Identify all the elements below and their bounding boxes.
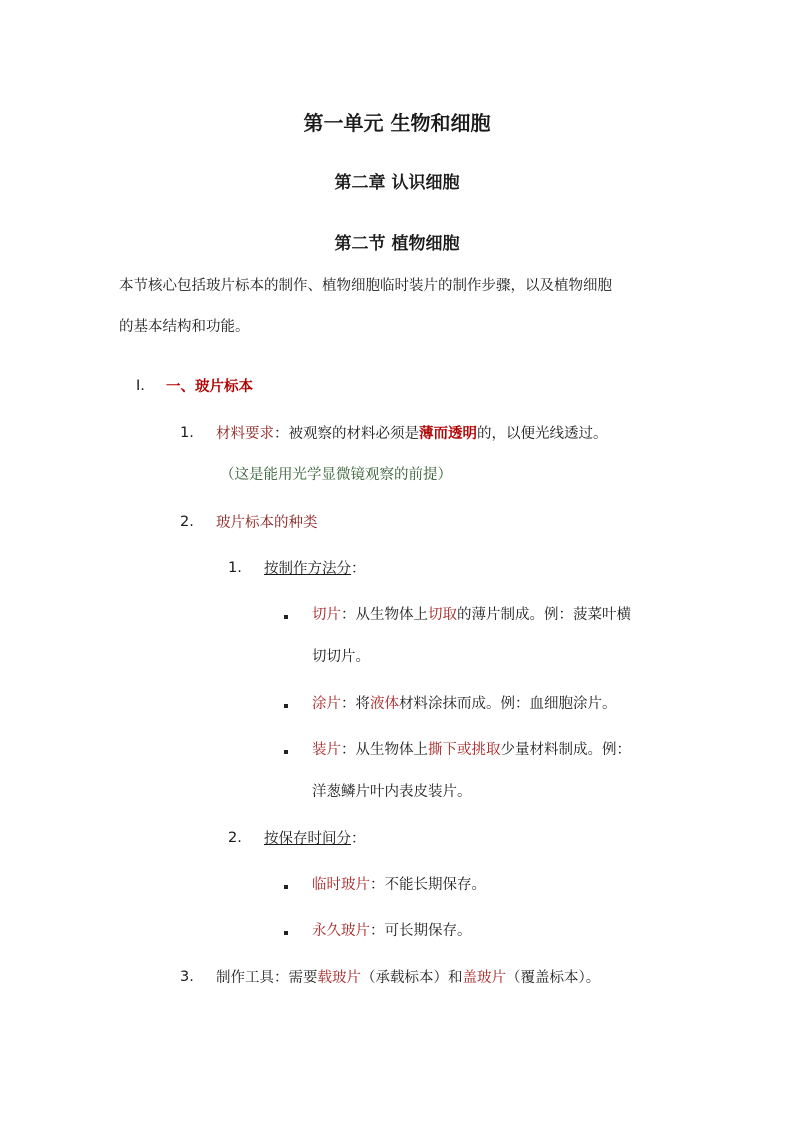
item-3-text: （承载标本）和 [361,970,463,986]
item-3-text: 制作工具：需要 [216,970,318,986]
storage-colon: ： [351,831,366,847]
item-1-note: （这是能用光学显微镜观察的前提） [220,467,452,483]
item-2-marker: 2. [180,514,194,530]
method-marker: 1. [228,560,242,576]
storage-label: 按保存时间分 [264,831,351,847]
term-cover-slip: 盖玻片 [462,970,506,986]
bullet-mount-cont: 洋葱鳞片叶内表皮装片。 [312,784,472,800]
item-1-line [216,424,608,444]
item-1-text: ：被观察的材料必须是 [274,426,419,442]
chapter-title: 第二章 认识细胞 [334,173,460,193]
term-smear: 涂片 [312,696,341,712]
bullet-icon [284,885,288,889]
method-heading [264,559,366,579]
bullet-icon [284,750,288,754]
storage-marker: 2. [228,830,242,846]
bullet-icon [284,704,288,708]
bullet-smear [312,694,617,714]
bullet-text: 少量材料制成。例： [500,742,631,758]
bullet-highlight: 撕下或挑取 [428,742,501,758]
highlight-thin-transparent: 薄而透明 [419,426,477,442]
bullet-temporary-slide [312,875,486,895]
bullet-highlight: 液体 [370,696,399,712]
bullet-icon [284,931,288,935]
bullet-highlight: 切取 [428,607,457,623]
bullet-text: 的薄片制成。例：菠菜叶横 [457,607,631,623]
bullet-text: ：可长期保存。 [370,923,472,939]
bullet-permanent-slide [312,921,472,941]
method-colon: ： [351,561,366,577]
section-title: 第二节 植物细胞 [334,234,460,254]
heading-slide-types: 玻片标本的种类 [216,515,318,531]
intro-line-2: 的基本结构和功能。 [119,319,250,335]
term-permanent-slide: 永久玻片 [312,923,370,939]
term-material-requirement: 材料要求 [216,426,274,442]
item-3-text: （覆盖标本）。 [506,970,601,986]
bullet-text: ：将 [341,696,370,712]
bullet-section-slice-cont: 切切片。 [312,649,370,665]
unit-title: 第一单元 生物和细胞 [303,111,491,135]
bullet-text: ：从生物体上 [341,607,428,623]
item-3-line [216,968,600,988]
term-glass-slide: 载玻片 [317,970,361,986]
term-temporary-slide: 临时玻片 [312,877,370,893]
heading-slide-specimen: 一、玻片标本 [166,379,253,395]
bullet-text: 材料涂抹而成。例：血细胞涂片。 [399,696,617,712]
intro-line-1: 本节核心包括玻片标本的制作、植物细胞临时装片的制作步骤，以及植物细胞 [119,278,612,294]
storage-heading [264,829,366,849]
item-1-marker: 1. [180,425,194,441]
item-3-marker: 3. [180,969,194,985]
term-section: 切片 [312,607,341,623]
bullet-icon [284,615,288,619]
item-1-rest: 的，以便光线透过。 [477,426,608,442]
bullet-text: ：从生物体上 [341,742,428,758]
bullet-mount [312,740,631,760]
bullet-text: ：不能长期保存。 [370,877,486,893]
term-mount: 装片 [312,742,341,758]
outline-marker-roman: I. [136,378,145,394]
method-label: 按制作方法分 [264,561,351,577]
bullet-section-slice [312,605,631,625]
